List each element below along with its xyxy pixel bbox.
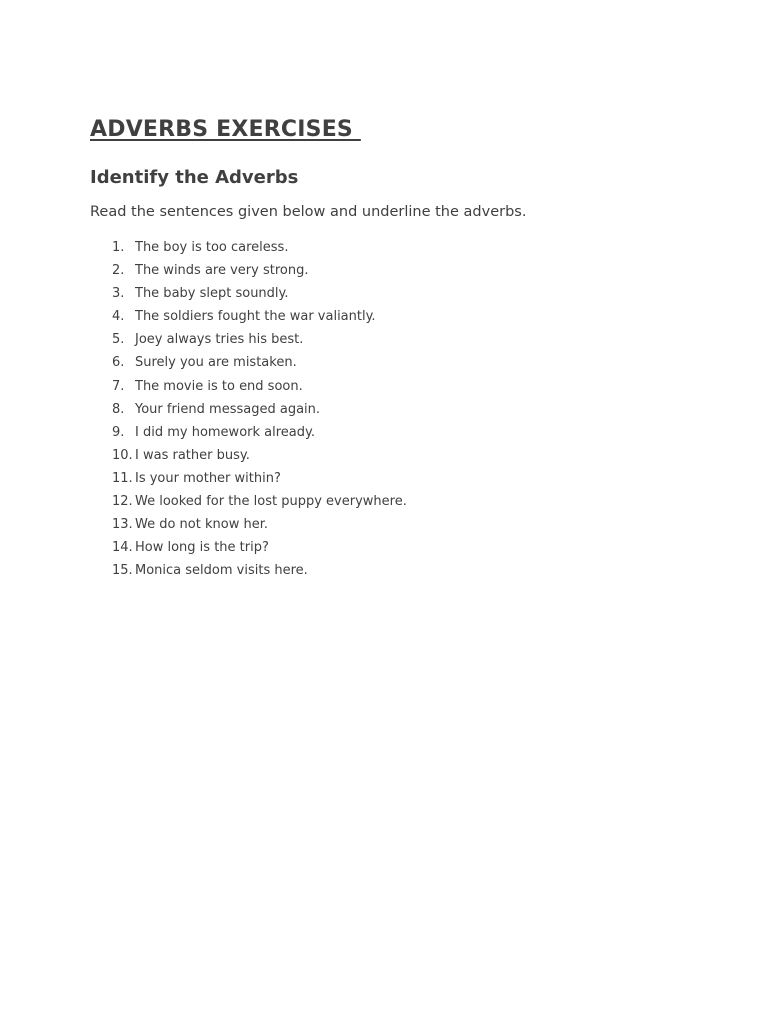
item-text: The soldiers fought the war valiantly. (135, 309, 376, 325)
exercise-item (90, 398, 710, 421)
item-number: 14. (112, 540, 133, 556)
instruction-text: Read the sentences given below and underline the adverbs. (90, 204, 527, 220)
item-text: Surely you are mistaken. (135, 355, 297, 371)
item-number: 2. (112, 263, 125, 279)
item-number: 11. (112, 470, 133, 486)
document-title: ADVERBS EXERCISES (90, 117, 361, 142)
item-number: 1. (112, 240, 125, 255)
section-heading: Identify the Adverbs (90, 167, 299, 188)
exercise-item (90, 536, 710, 559)
item-text: We looked for the lost puppy everywhere. (135, 494, 407, 510)
item-number: 8. (112, 401, 125, 417)
document-page (90, 116, 710, 582)
exercise-item (90, 236, 710, 259)
exercise-item (90, 421, 710, 444)
item-text: Monica seldom visits here. (135, 563, 308, 579)
item-text: I did my homework already. (135, 424, 315, 440)
exercise-item (90, 305, 710, 328)
exercise-item (90, 513, 710, 536)
item-text: We do not know her. (135, 517, 268, 533)
item-text: How long is the trip? (135, 540, 269, 556)
item-text: Is your mother within? (135, 470, 281, 486)
item-text: The baby slept soundly. (135, 286, 289, 302)
exercise-item (90, 559, 710, 582)
exercise-item (90, 444, 710, 467)
item-number: 10. (112, 447, 133, 463)
item-text: Joey always tries his best. (135, 332, 304, 348)
item-number: 15. (112, 563, 133, 579)
item-number: 7. (112, 378, 125, 394)
item-number: 6. (112, 355, 125, 371)
exercise-item (90, 259, 710, 282)
exercise-item (90, 328, 710, 351)
item-number: 13. (112, 517, 133, 533)
item-text: The winds are very strong. (135, 263, 309, 279)
item-number: 9. (112, 424, 125, 440)
exercise-item (90, 375, 710, 398)
item-text: I was rather busy. (135, 447, 250, 463)
item-text: The movie is to end soon. (135, 378, 303, 394)
exercise-list (90, 236, 710, 582)
item-number: 5. (112, 332, 125, 348)
item-text: The boy is too careless. (135, 240, 289, 255)
exercise-item (90, 351, 710, 374)
item-text: Your friend messaged again. (135, 401, 321, 417)
item-number: 12. (112, 494, 133, 510)
exercise-item (90, 282, 710, 305)
exercise-item (90, 467, 710, 490)
item-number: 3. (112, 286, 125, 302)
exercise-item (90, 490, 710, 513)
item-number: 4. (112, 309, 125, 325)
